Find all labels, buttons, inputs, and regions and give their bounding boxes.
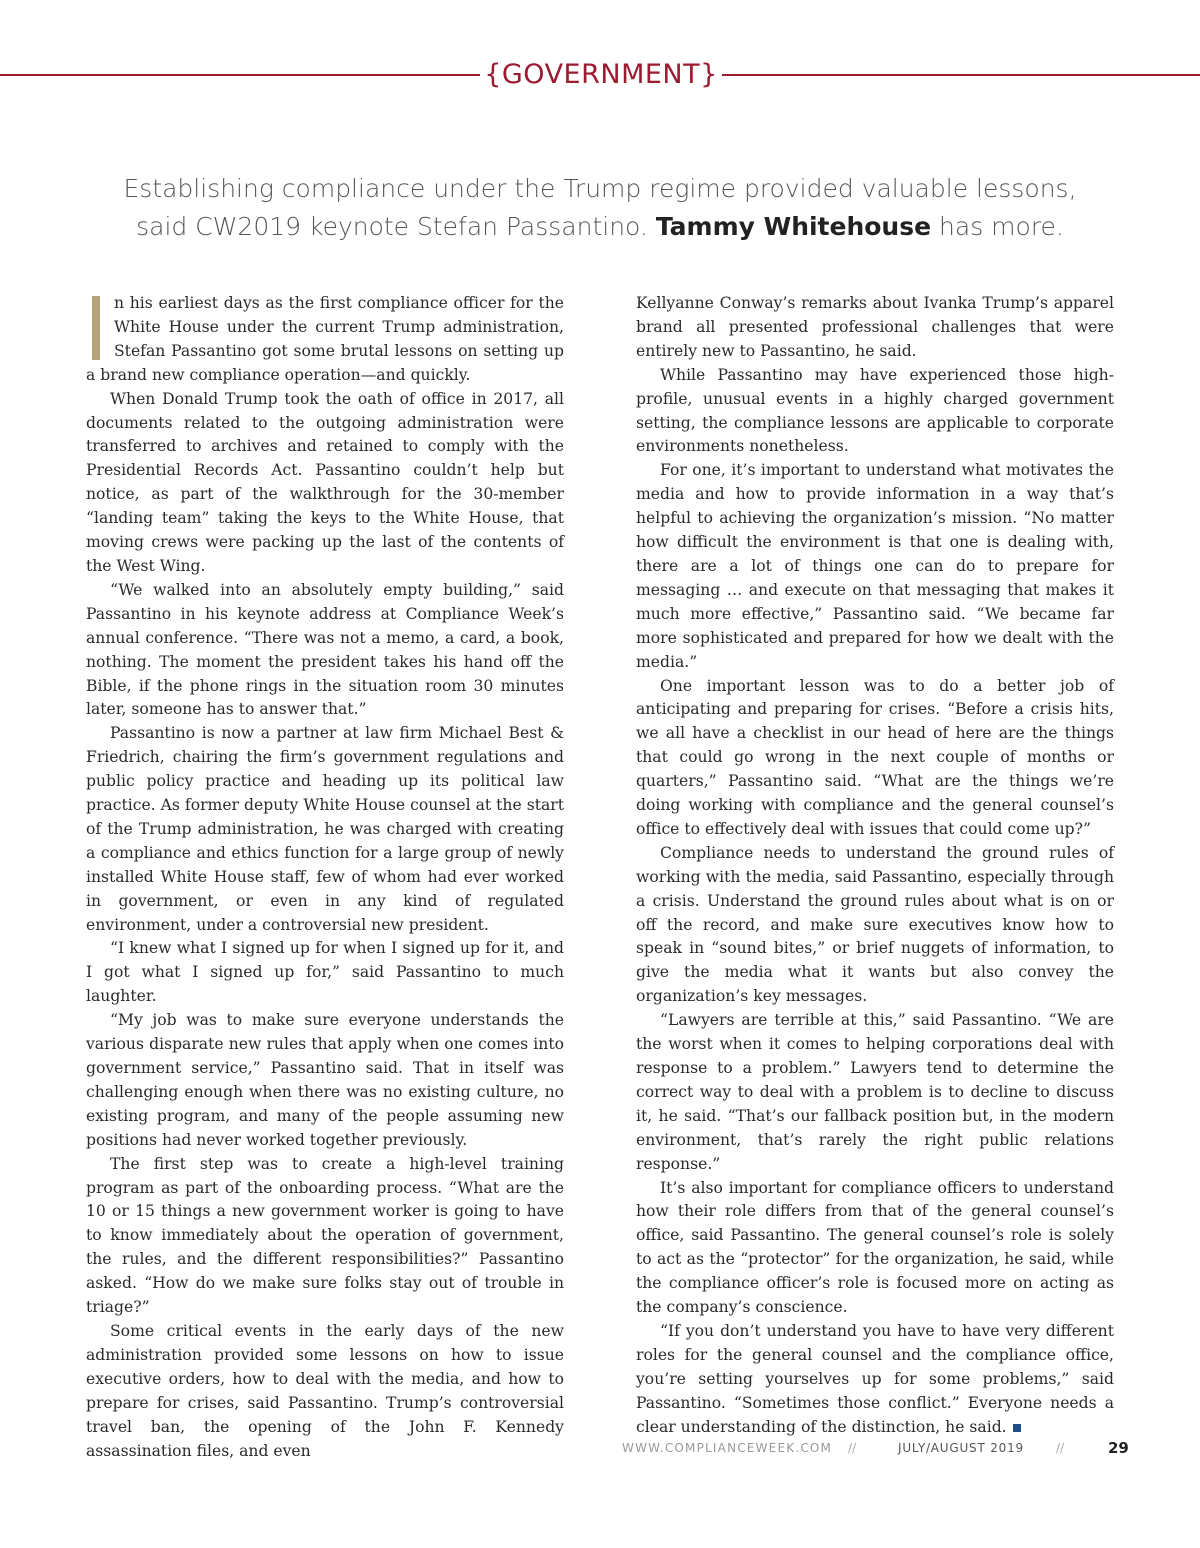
section-label: {GOVERNMENT} bbox=[484, 59, 718, 90]
paragraph: Kellyanne Conway’s remarks about Ivanka Trump’s apparel brand all presented professional challenges that were entirely new to Passantino, he said. bbox=[636, 294, 1114, 360]
section-header bbox=[0, 56, 1200, 96]
paragraph: “I knew what I signed up for when I signed up for it, and I got what I signed up for,” said Passantino to much laughter. bbox=[86, 939, 564, 1006]
footer-separator: // bbox=[848, 1441, 857, 1455]
paragraph: “We walked into an absolutely empty building,” said Passantino in his keynote address at Compliance Week’s annual conference. “There was not a memo, a card, a book, nothing. The moment the president takes his hand off the Bible, if the phone rings in the situation room 30 minutes later, someone has to answer that.” bbox=[86, 580, 564, 719]
deck-line-2-pre: said CW2019 keynote Stefan Passantino. bbox=[136, 212, 648, 241]
paragraph: Compliance needs to understand the ground rules of working with the media, said Passantino, especially through a crisis. Understand the ground rules about what is on or off the record, and make sure executives know how to speak in “sound bites,” or brief nuggets of information, to give the media what it wants but also convey the organization’s key messages. bbox=[636, 843, 1114, 1006]
paragraph: It’s also important for compliance officers to understand how their role differs from that of the general counsel’s office, said Passantino. The general counsel’s role is solely to act as the “protector” for the organization, he said, while the compliance officer’s role is focused more on acting as the company’s conscience. bbox=[636, 1178, 1114, 1317]
article-deck bbox=[60, 170, 1140, 246]
paragraph: While Passantino may have experienced those high-profile, unusual events in a highly charged government setting, the compliance lessons are applicable to corporate environments nonetheless. bbox=[636, 365, 1114, 456]
paragraph: For one, it’s important to understand what motivates the media and how to provide information in a way that’s helpful to achieving the organization’s mission. “No matter how difficult the environment is that one is dealing with, there are a lot of things one can do to prepare for messaging … and execute on that messaging that makes it much more effective,” Passantino said. “We became far more sophisticated and prepared for how we dealt with the media.” bbox=[636, 461, 1114, 671]
deck-line-2 bbox=[60, 208, 1140, 246]
footer-date: JULY/AUGUST 2019 bbox=[898, 1441, 1024, 1455]
paragraph: “My job was to make sure everyone understands the various disparate new rules that apply when one comes into government service,” Passantino said. That in itself was challenging enough when there was no existing culture, no existing program, and many of the people assuming new positions had never worked together previously. bbox=[86, 1011, 564, 1149]
article-column-left bbox=[86, 292, 564, 1463]
drop-cap-bar bbox=[92, 296, 100, 360]
paragraph bbox=[636, 1320, 1114, 1440]
paragraph: Passantino is now a partner at law firm Michael Best & Friedrich, chairing the firm’s government regulations and public policy practice and heading up its political law practice. As former deputy White House counsel at the start of the Trump administration, he was charged with creating a compliance and ethics function for a large group of newly installed White House staff, few of whom had ever worked in government, or even in any kind of regulated environment, under a controversial new president. bbox=[86, 724, 564, 934]
paragraph: “Lawyers are terrible at this,” said Passantino. “We are the worst when it comes to helping corporations deal with response to a problem.” Lawyers tend to determine the correct way to deal with a problem is to decline to discuss it, he said. “That’s our fallback position but, in the modern environment, that’s rarely the right public relations response.” bbox=[636, 1011, 1114, 1173]
page-footer bbox=[600, 1436, 1140, 1460]
paragraph: When Donald Trump took the oath of office in 2017, all documents related to the outgoing administration were transferred to archives and retained to comply with the Presidential Records Act. Passantino couldn’t help but notice, as part of the walkthrough for the 30-member “landing team” taking the keys to the White House, that moving crews were packing up the last of the contents of the West Wing. bbox=[86, 389, 564, 575]
header-rule-right bbox=[722, 74, 1200, 76]
paragraph: Some critical events in the early days of the new administration provided some lessons on how to issue executive orders, how to deal with the media, and how to prepare for crises, said Passantino. Trump’s controversial travel ban, the opening of the John F. Kennedy assassination files, and even bbox=[86, 1321, 564, 1460]
paragraph bbox=[86, 292, 564, 388]
paragraph-text: “If you don’t understand you have to have very different roles for the general counsel and the compliance office, you’re setting yourselves up for some problems,” said Passantino. “Sometimes those conflict.” Everyone needs a clear understanding of the distinction, he said. bbox=[636, 1321, 1114, 1436]
page-number: 29 bbox=[1108, 1439, 1129, 1457]
footer-separator: // bbox=[1056, 1441, 1065, 1455]
author-name: Tammy Whitehouse bbox=[655, 212, 932, 241]
paragraph-text: n his earliest days as the first compliance officer for the White House under the current Trump administration, Stefan Passantino got some brutal lessons on setting up a brand new compliance operation—and quickly. bbox=[86, 294, 564, 384]
footer-url: WWW.COMPLIANCEWEEK.COM bbox=[622, 1441, 833, 1455]
article-column-right bbox=[636, 292, 1114, 1440]
deck-line-2-post: has more. bbox=[939, 212, 1064, 241]
deck-line-1: Establishing compliance under the Trump regime provided valuable lessons, bbox=[123, 174, 1077, 203]
paragraph: One important lesson was to do a better job of anticipating and preparing for crises. “Before a crisis hits, we all have a checklist in our head of here are the things that could go wrong in the next couple of months or quarters,” Passantino said. “What are the things we’re doing working with compliance and the general counsel’s office to effectively deal with issues that could come up?” bbox=[636, 676, 1114, 838]
end-mark-icon bbox=[1013, 1424, 1021, 1432]
header-rule-left bbox=[0, 74, 480, 76]
paragraph: The first step was to create a high-level training program as part of the onboarding process. “What are the 10 or 15 things a new government worker is going to have to know immediately about the operation of government, the rules, and the different responsibilities?” Passantino asked. “How do we make sure folks stay out of trouble in triage?” bbox=[86, 1154, 564, 1317]
